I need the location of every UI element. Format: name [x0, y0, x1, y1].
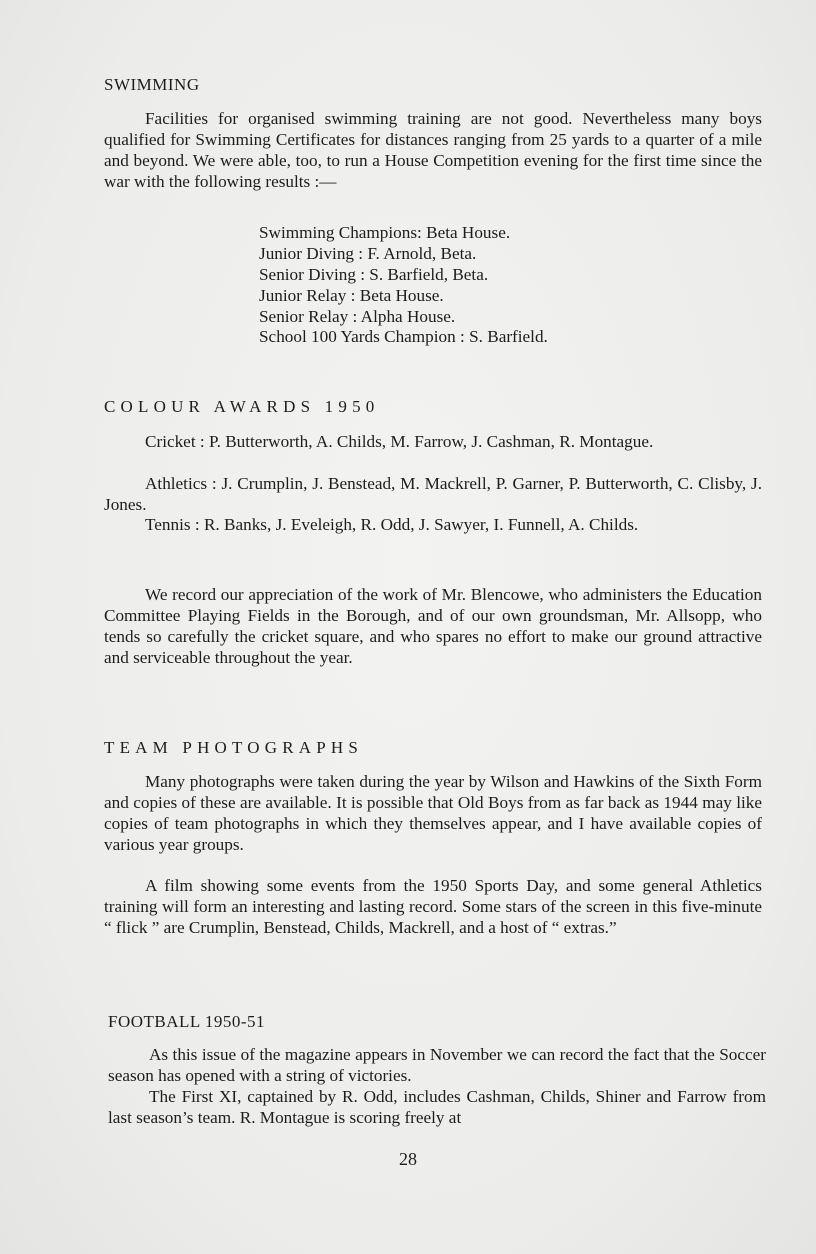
result-junior-diving: Junior Diving : F. Arnold, Beta.	[259, 244, 477, 263]
football-heading: FOOTBALL 1950-51	[108, 1012, 266, 1031]
result-senior-relay: Senior Relay : Alpha House.	[259, 307, 456, 326]
swimming-heading: SWIMMING	[104, 75, 200, 94]
swimming-intro: Facilities for organised swimming training are not good. Nevertheless many boys qualified for Swimming Certificates for distances ranging from 25 yards to a quarter of a mile and beyond. We were able, too, to run a House Competition evening for the first time since the war with the following results :—	[104, 109, 762, 191]
colour-awards-athletics: Athletics : J. Crumplin, J. Benstead, M. Mackrell, P. Garner, P. Butterworth, C. Clisby, J. Jones.	[104, 474, 762, 514]
team-photographs-heading: TEAM PHOTOGRAPHS	[104, 738, 364, 757]
colour-awards-tennis: Tennis : R. Banks, J. Eveleigh, R. Odd, J. Sawyer, I. Funnell, A. Childs.	[145, 515, 639, 534]
result-swimming-champions: Swimming Champions: Beta House.	[259, 223, 511, 242]
colour-awards-cricket: Cricket : P. Butterworth, A. Childs, M. Farrow, J. Cashman, R. Montague.	[145, 432, 654, 451]
result-junior-relay: Junior Relay : Beta House.	[259, 286, 444, 305]
team-photographs-paragraph-1: Many photographs were taken during the year by Wilson and Hawkins of the Sixth Form and copies of these are available. It is possible that Old Boys from as far back as 1944 may like copies of team photographs in which they themselves appear, and I have available copies of various year groups.	[104, 772, 762, 854]
team-photographs-paragraph-2: A film showing some events from the 1950 Sports Day, and some general Athletics training will form an interesting and lasting record. Some stars of the screen in this five-minute “ flick ” are Crumplin, Benstead, Childs, Mackrell, and a host of “ extras.”	[104, 876, 762, 937]
football-paragraph-2: The First XI, captained by R. Odd, includes Cashman, Childs, Shiner and Farrow from last season’s team. R. Montague is scoring freely at	[108, 1087, 766, 1127]
result-senior-diving: Senior Diving : S. Barfield, Beta.	[259, 265, 489, 284]
result-100-yards: School 100 Yards Champion : S. Barfield.	[259, 327, 548, 346]
page-number: 28	[399, 1149, 417, 1169]
football-paragraph-1: As this issue of the magazine appears in November we can record the fact that the Soccer season has opened with a string of victories.	[108, 1045, 766, 1085]
appreciation-paragraph: We record our appreciation of the work of Mr. Blencowe, who administers the Education Committee Playing Fields in the Borough, and of our own groundsman, Mr. Allsopp, who tends so carefully the cricket square, and who spares no effort to make our ground attractive and serviceable throughout the year.	[104, 585, 762, 667]
colour-awards-heading: COLOUR AWARDS 1950	[104, 397, 380, 416]
